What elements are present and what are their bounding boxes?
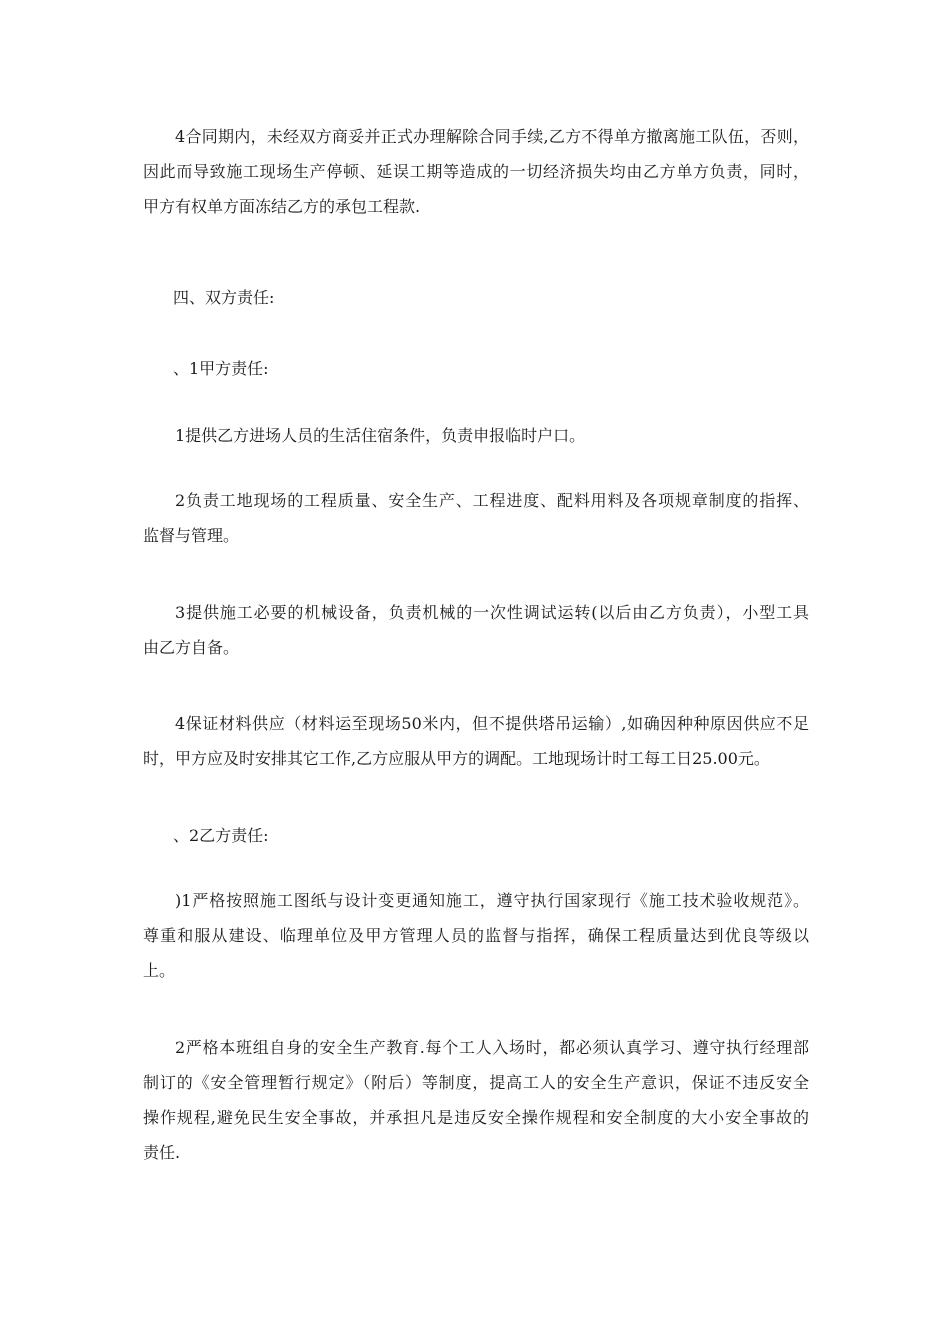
paragraph-a-item-1	[143, 418, 809, 453]
text-line: 2负责工地现场的工程质量、安全生产、工程进度、配料用料及各项规章制度的指挥、	[175, 491, 809, 510]
paragraph-a-item-4	[143, 706, 809, 776]
text-line: 因此而导致施工现场生产停顿、延误工期等造成的一切经济损失均由乙方单方负责，同时，	[143, 162, 809, 181]
paragraph-b-item-2	[143, 1030, 809, 1170]
text-line: 上。	[143, 961, 176, 980]
subheading-text: 、2乙方责任:	[173, 826, 269, 845]
text-line: 责任.	[143, 1143, 181, 1162]
text-line: 4合同期内，未经双方商妥并正式办理解除合同手续,乙方不得单方撤离施工队伍，否则，	[175, 127, 809, 146]
heading-text: 四、双方责任:	[173, 288, 275, 307]
text-line: 时，甲方应及时安排其它工作,乙方应服从甲方的调配。工地现场计时工每工日25.00元。	[143, 749, 770, 768]
text-line: 4保证材料供应（材料运至现场50米内，但不提供塔吊运输）,如确因种种原因供应不足	[175, 714, 809, 733]
text-line: 制订的《安全管理暂行规定》（附后）等制度，提高工人的安全生产意识，保证不违反安全	[143, 1073, 809, 1092]
text-line: 2严格本班组自身的安全生产教育.每个工人入场时，都必须认真学习、遵守执行经理部	[175, 1038, 809, 1057]
text-line: 甲方有权单方面冻结乙方的承包工程款.	[143, 197, 421, 216]
paragraph-b-item-1	[143, 883, 809, 988]
subheading-party-a	[143, 351, 809, 386]
text-line: )1严格按照施工图纸与设计变更通知施工，遵守执行国家现行《施工技术验收规范》。	[175, 891, 809, 910]
subheading-text: 、1甲方责任:	[173, 359, 269, 378]
paragraph-a-item-2	[143, 483, 809, 553]
subheading-party-b	[143, 818, 809, 853]
text-line: 由乙方自备。	[143, 638, 240, 657]
section-heading-responsibilities	[143, 280, 809, 315]
text-line: 监督与管理。	[143, 526, 240, 545]
paragraph-contract-period	[143, 119, 809, 224]
text-line: 尊重和服从建设、临理单位及甲方管理人员的监督与指挥，确保工程质量达到优良等级以	[143, 926, 809, 945]
paragraph-a-item-3	[143, 595, 809, 665]
text-line: 1提供乙方进场人员的生活住宿条件，负责申报临时户口。	[175, 426, 586, 445]
text-line: 3提供施工必要的机械设备，负责机械的一次性调试运转(以后由乙方负责），小型工具	[175, 603, 809, 622]
text-line: 操作规程,避免民生安全事故，并承担凡是违反安全操作规程和安全制度的大小安全事故的	[143, 1108, 809, 1127]
